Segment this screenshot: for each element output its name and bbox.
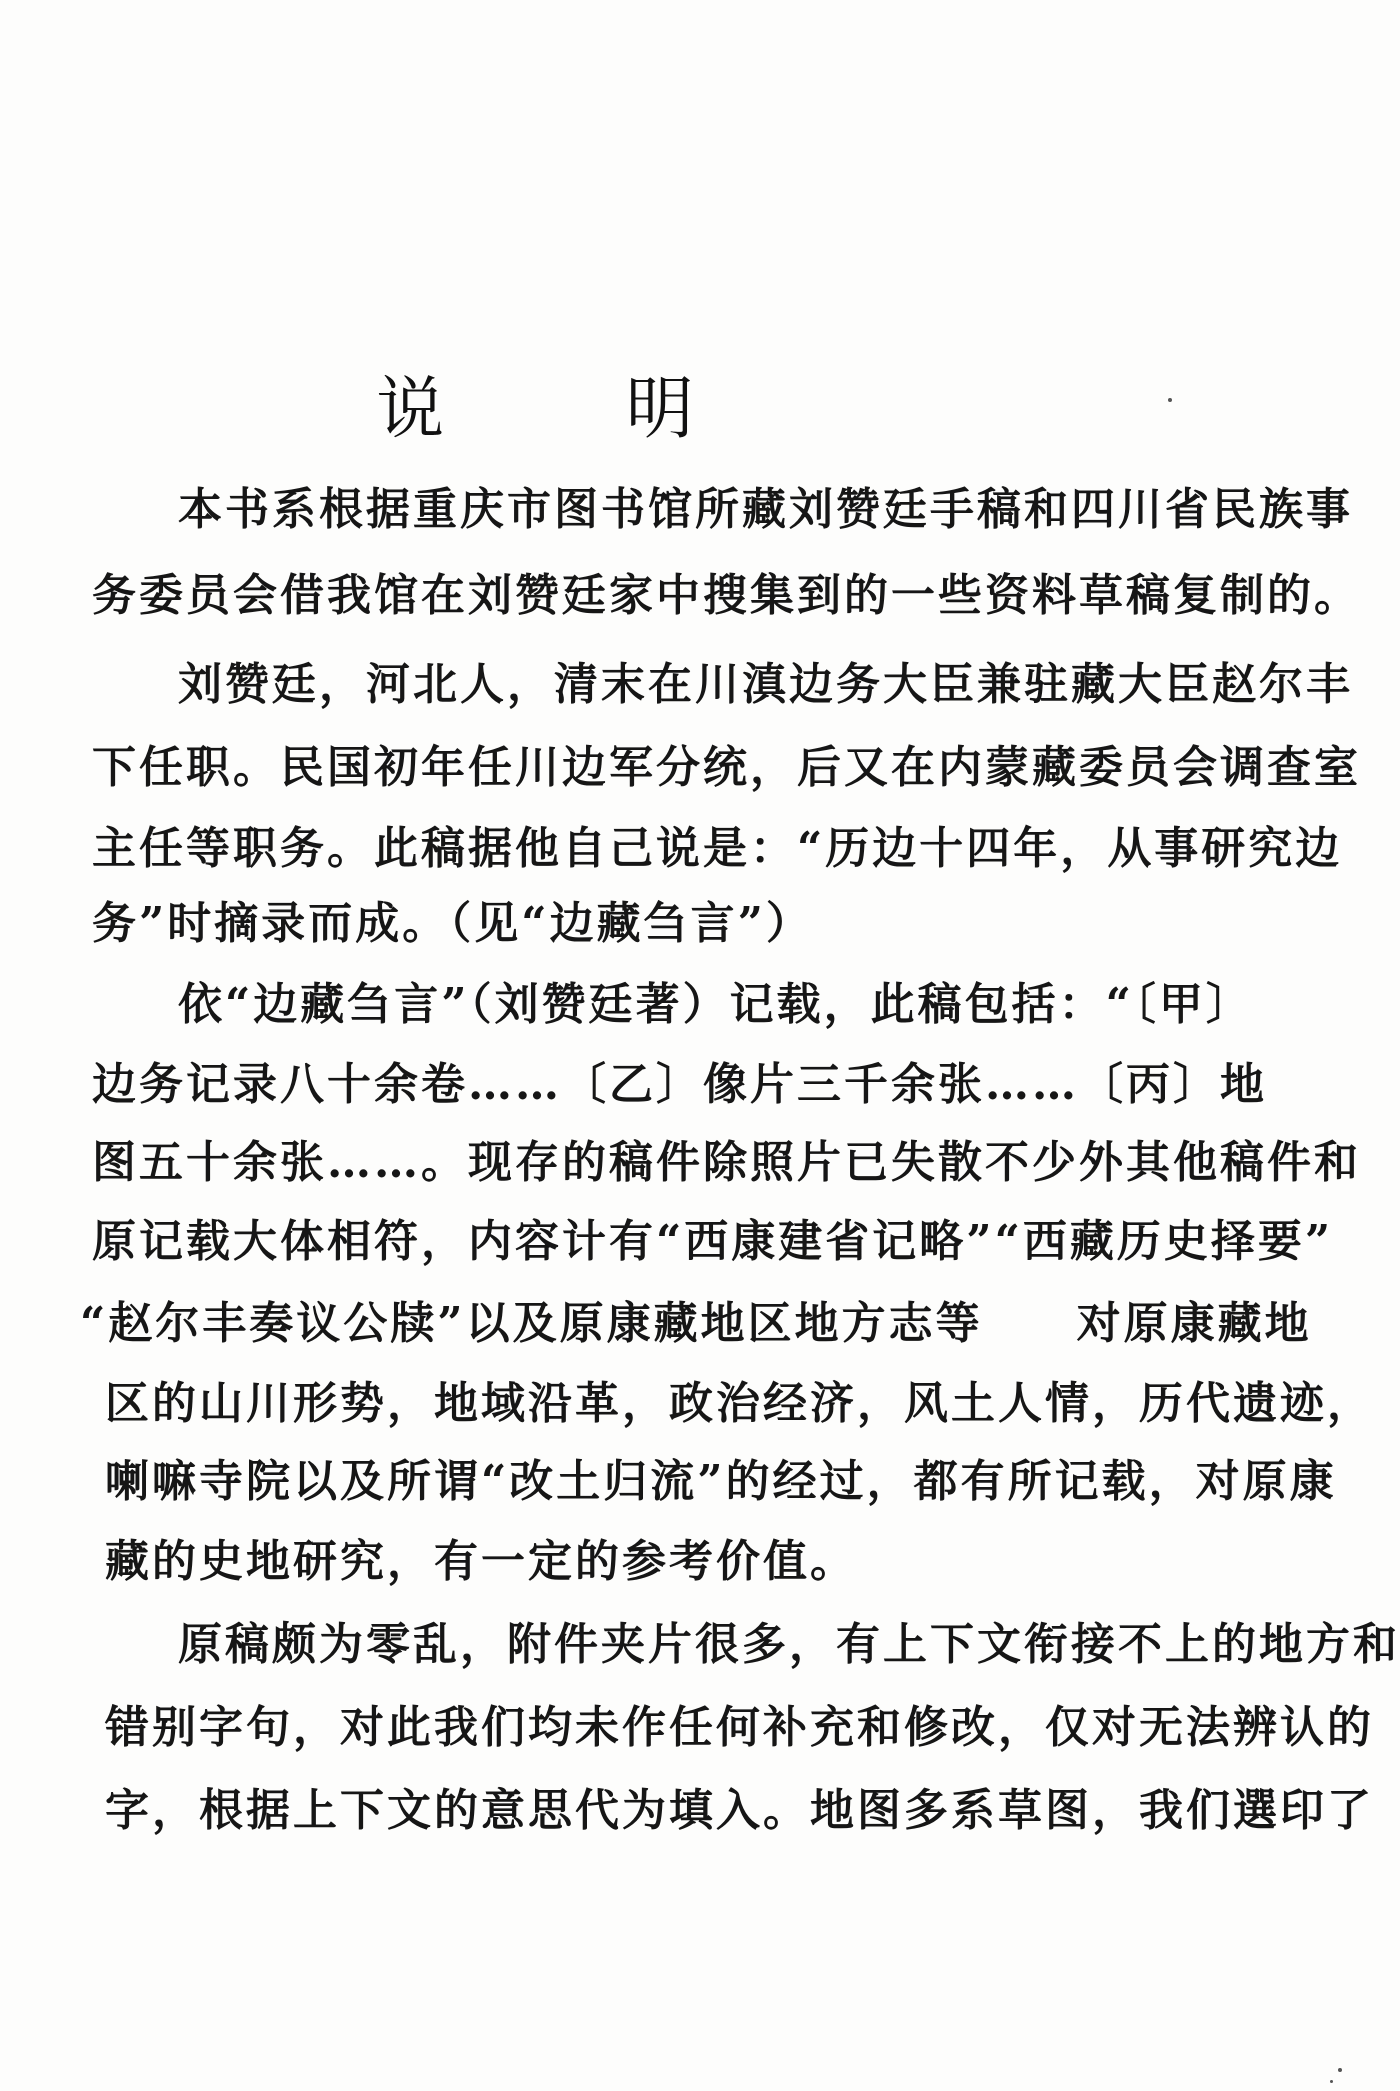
text-line: 图五十余张……。现存的稿件除照片已失散不少外其他稿件和 bbox=[92, 1137, 1361, 1188]
text-line: 原记载大体相符，内容计有“西康建省记略”“西藏历史择要” bbox=[92, 1216, 1334, 1267]
text-line: 藏的史地研究，有一定的参考价值。 bbox=[105, 1536, 857, 1587]
text-line: 务”时摘录而成。（见“边藏刍言”） bbox=[92, 898, 813, 949]
text-line: 边务记录八十余卷……〔乙〕像片三千余张……〔丙〕地 bbox=[92, 1059, 1267, 1110]
text-line: 主任等职务。此稿据他自己说是：“历边十四年，从事研究边 bbox=[92, 823, 1343, 874]
text-line: 喇嘛寺院以及所谓“改土归流”的经过，都有所记载，对原康 bbox=[105, 1456, 1337, 1507]
text-line: 依“边藏刍言”（刘赞廷著）记载，此稿包括：“〔甲〕 bbox=[178, 979, 1253, 1030]
text-line: “赵尔丰奏议公牍”以及原康藏地区地方志等 对原康藏地 bbox=[80, 1298, 1312, 1349]
scan-speck bbox=[1338, 2068, 1342, 2072]
text-line: 务委员会借我馆在刘赞廷家中搜集到的一些资料草稿复制的。 bbox=[92, 570, 1361, 621]
text-line: 错别字句，对此我们均未作任何补充和修改，仅对无法辨认的 bbox=[105, 1702, 1374, 1753]
scan-speck bbox=[1168, 398, 1172, 402]
text-line: 本书系根据重庆市图书馆所藏刘赞廷手稿和四川省民族事 bbox=[178, 484, 1353, 535]
scan-speck bbox=[1330, 2080, 1333, 2083]
text-line: 刘赞廷，河北人，清末在川滇边务大臣兼驻藏大臣赵尔丰 bbox=[178, 659, 1353, 710]
text-line: 字，根据上下文的意思代为填入。地图多系草图，我们選印了 bbox=[105, 1785, 1374, 1836]
text-line: 区的山川形势，地域沿革，政治经济，风土人情，历代遗迹， bbox=[105, 1378, 1374, 1429]
text-line: 原稿颇为零乱，附件夹片很多，有上下文衔接不上的地方和 bbox=[178, 1619, 1400, 1670]
page-title: 说 明 bbox=[376, 370, 774, 449]
text-line: 下任职。民国初年任川边军分统，后又在内蒙藏委员会调查室 bbox=[92, 742, 1361, 793]
